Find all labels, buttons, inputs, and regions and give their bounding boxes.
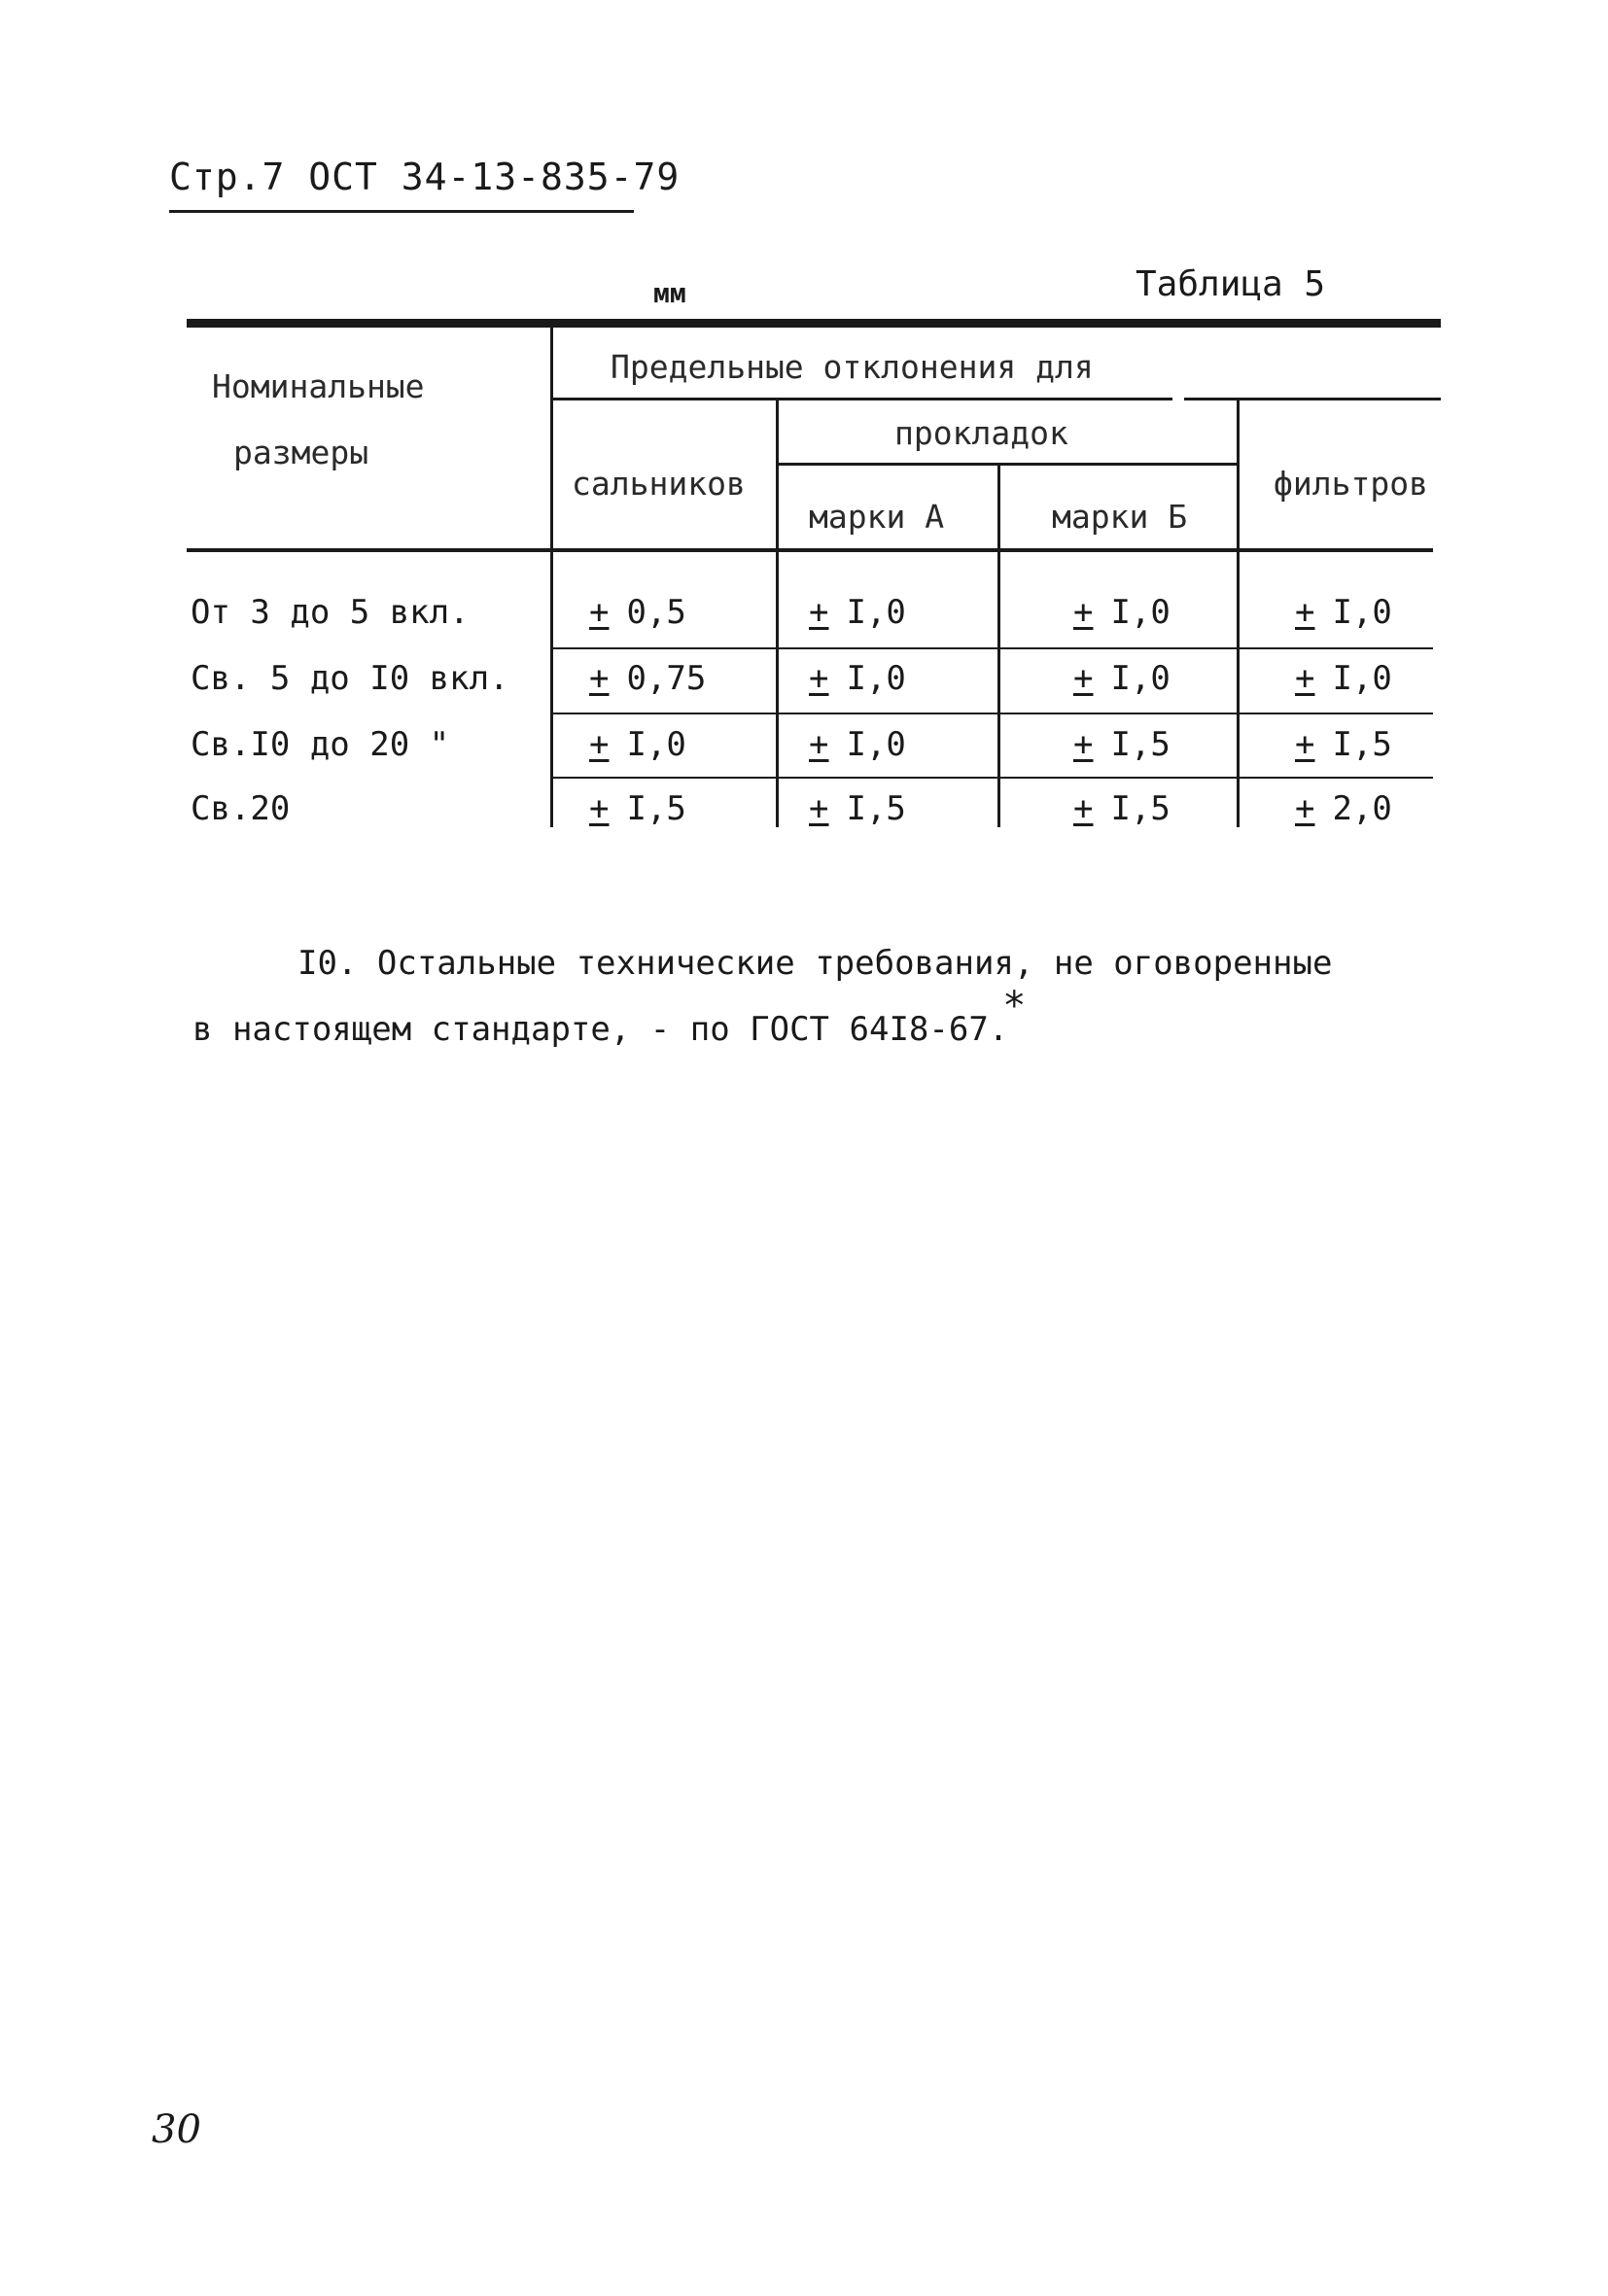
table-row-grade-b: + I,5 <box>1073 725 1171 764</box>
table-row-size: От 3 до 5 вкл. <box>191 593 470 632</box>
page-header: Стр.7 ОСТ 34-13-835-79 <box>169 156 681 198</box>
col-rule-1 <box>550 328 553 827</box>
paragraph-line-2 <box>192 984 1027 1061</box>
row-rule-2 <box>550 713 1433 714</box>
paragraph-line-1: I0. Остальные технические требования, не оговоренные <box>297 944 1333 983</box>
table-row-grade-b: + I,5 <box>1073 789 1171 828</box>
table-row-size: Св.20 <box>191 789 291 828</box>
header-gaskets: прокладок <box>894 414 1068 452</box>
header-rule-deviations <box>550 398 1172 400</box>
table-row-grade-a: + I,0 <box>809 659 906 698</box>
header-deviations: Предельные отклонения для <box>611 348 1094 386</box>
header-rule-deviations-right <box>1184 398 1441 400</box>
table-row-grade-a: + I,5 <box>809 789 906 828</box>
table-row-grade-b: + I,0 <box>1073 593 1171 632</box>
table-row-grade-a: + I,0 <box>809 593 906 632</box>
table-row-size: Св.I0 до 20 " <box>191 725 450 764</box>
header-nominal-line1: Номинальные <box>212 367 425 405</box>
table-row-stuffing: + 0,75 <box>589 659 707 698</box>
col-rule-4 <box>1237 398 1240 827</box>
table-caption: Таблица 5 <box>1136 264 1326 304</box>
col-rule-2 <box>776 398 779 827</box>
header-underline <box>169 210 634 213</box>
col-rule-3 <box>997 463 1000 827</box>
header-stuffing: сальников <box>572 465 746 503</box>
header-grade-a: марки А <box>809 498 945 536</box>
paragraph-line-2-text: в настоящем стандарте, - по ГОСТ 64I8-67. <box>192 1010 1009 1049</box>
page-number: 30 <box>152 2107 201 2152</box>
table-row-filters: + I,5 <box>1295 725 1392 764</box>
table-row-stuffing: + I,0 <box>589 725 686 764</box>
table-row-grade-a: + I,0 <box>809 725 906 764</box>
table-row-stuffing: + I,5 <box>589 789 686 828</box>
table-top-rule <box>187 319 1441 328</box>
table-row-filters: + I,0 <box>1295 593 1392 632</box>
header-nominal-line2: размеры <box>233 434 369 471</box>
table-row-size: Св. 5 до I0 вкл. <box>191 659 509 698</box>
row-rule-3 <box>550 777 1433 779</box>
table-row-stuffing: + 0,5 <box>589 593 686 632</box>
footnote-mark: * <box>1002 984 1027 1028</box>
table-row-filters: + 2,0 <box>1295 789 1392 828</box>
header-filters: фильтров <box>1274 465 1428 503</box>
header-rule-gaskets <box>778 463 1239 466</box>
row-rule-1 <box>550 647 1433 649</box>
table-row-grade-b: + I,0 <box>1073 659 1171 698</box>
unit-label: мм <box>653 277 686 309</box>
header-grade-b: марки Б <box>1052 498 1188 536</box>
header-bottom-rule <box>187 548 1433 552</box>
table-row-filters: + I,0 <box>1295 659 1392 698</box>
